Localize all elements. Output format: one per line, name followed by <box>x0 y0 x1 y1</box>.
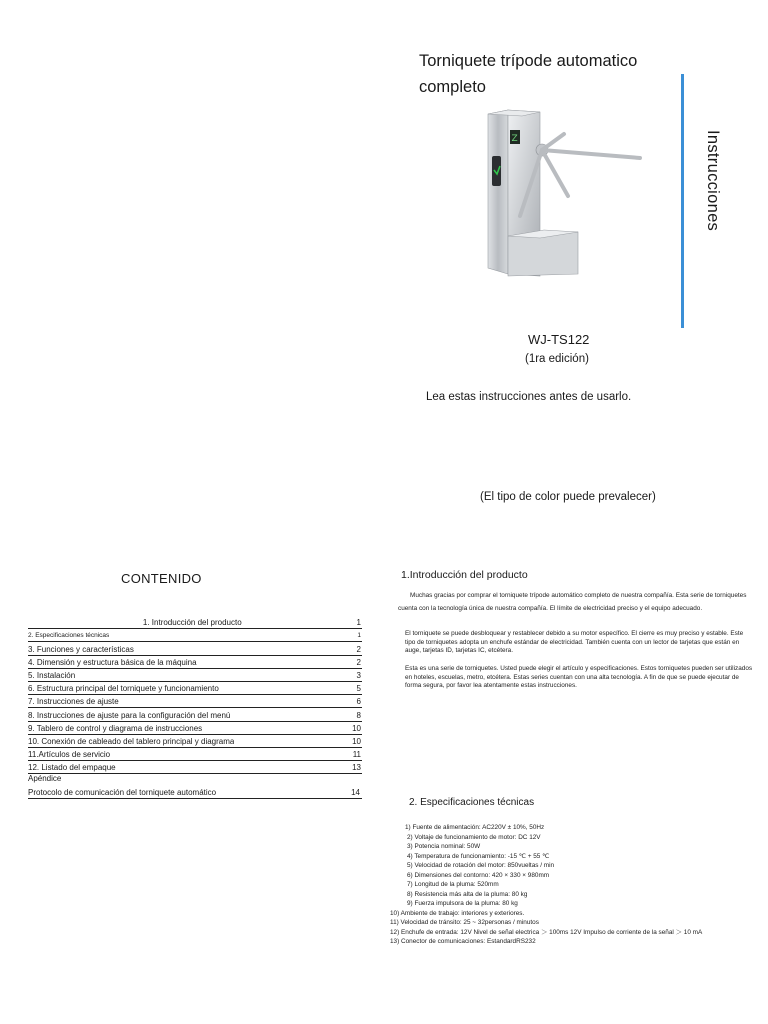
spec-item: 10) Ambiente de trabajo: interiores y exteriores. <box>390 909 525 917</box>
model-number: WJ-TS122 <box>528 332 590 347</box>
spec-item: 8) Resistencia más alta de la pluma: 80 kg <box>407 890 528 898</box>
toc-entry[interactable]: 9. Tablero de control y diagrama de instrucciones 10 <box>28 722 362 735</box>
toc-entry[interactable]: 4. Dimensión y estructura básica de la máquina 2 <box>28 656 362 669</box>
toc-entry[interactable]: 10. Conexión de cableado del tablero principal y diagrama 10 <box>28 735 362 748</box>
toc-entry[interactable]: 3. Funciones y características 2 <box>28 642 362 655</box>
spec-item: 11) Velocidad de tránsito: 25 ~ 32personas / minutos <box>390 919 539 926</box>
intro-paragraph: Esta es una serie de torniquetes. Usted puede elegir el artículo y especificaciones. Estos torniquetes pueden ser utilizados en hoteles, escuelas, metro, etcétera. Estas series cuentan con una alta tecnología. A fin de que se puede ejecutar de forma segura, por favor lea atentamente estas instrucciones. <box>405 665 753 690</box>
section-intro-heading: 1.Introducción del producto <box>401 569 528 581</box>
toc-entry[interactable]: 12. Listado del empaque 13 <box>28 761 362 774</box>
toc-entry[interactable]: 8. Instrucciones de ajuste para la configuración del menú 8 <box>28 708 362 721</box>
spec-item: 1) Fuente de alimentación: AC220V ± 10%, 50Hz <box>405 824 545 831</box>
read-instructions-note: Lea estas instrucciones antes de usarlo. <box>426 391 632 403</box>
toc-entry[interactable]: 6. Estructura principal del torniquete y funcionamiento 5 <box>28 682 362 695</box>
spec-item: 9) Fuerza impulsora de la pluma: 80 kg <box>407 900 518 907</box>
toc-entry[interactable]: 7. Instrucciones de ajuste 6 <box>28 695 362 708</box>
edition-label: (1ra edición) <box>525 353 589 365</box>
intro-paragraph: El torniquete se puede desbloquear y restablecer debido a su motor específico. El cierre es muy preciso y estable. Este tipo de torniquetes adopta un enchufe estándar de electricidad. También cuenta con un lector de tarjetas que están en auge, tarjetas ID, tarjetas IC, etcétera. <box>405 630 744 655</box>
spec-item: 13) Conector de comunicaciones: EstandardRS232 <box>390 938 536 945</box>
appendix-heading: Apéndice <box>28 774 62 783</box>
appendix-entry[interactable] <box>28 786 362 799</box>
spec-item: 2) Voltaje de funcionamiento de motor: DC 12V <box>407 833 541 841</box>
spec-item: 7) Longitud de la pluma: 520mm <box>407 881 499 888</box>
specs-list <box>390 823 742 947</box>
spec-item: 6) Dimensiones del contorno: 420 × 330 × 980mm <box>407 871 550 879</box>
toc-entry[interactable]: 11.Artículos de servicio 11 <box>28 748 362 761</box>
table-of-contents <box>28 616 362 774</box>
spec-item: 4) Temperatura de funcionamiento: -15 ℃ + 55 ℃ <box>407 852 550 860</box>
spec-item: 12) Enchufe de entrada: 12V Nivel de señal electrica ＞ 100ms 12V Impulso de corriente de la señal ＞ 10 mA <box>390 928 703 936</box>
section-specs-heading: 2. Especificaciones técnicas <box>409 797 535 808</box>
instructions-side-label: Instrucciones <box>704 130 722 232</box>
toc-entry[interactable]: 5. Instalación 3 <box>28 669 362 682</box>
spec-item: 5) Velocidad de rotación del motor: 850vueltas / min <box>407 862 555 869</box>
toc-entry[interactable]: Protocolo de comunicación del torniquete automático 14 <box>28 786 362 799</box>
turnstile-product-image <box>474 104 650 280</box>
color-disclaimer: (El tipo de color puede prevalecer) <box>480 491 656 503</box>
toc-title: CONTENIDO <box>121 571 202 586</box>
toc-entry[interactable]: 1. Introducción del producto 1 <box>28 616 362 629</box>
toc-entry[interactable]: 2. Especificaciones técnicas 1 <box>28 629 362 642</box>
spec-item: 3) Potencia nominal: 50W <box>407 843 481 850</box>
intro-paragraph: Muchas gracias por comprar el torniquete trípode automático completo de nuestra compañía. Esta serie de torniquetes cuenta con la tecnología única de nuestra compañía. El límite de electricidad preciso y el equipo adecuado. <box>398 592 747 613</box>
document-title: Torniquete trípode automatico completo <box>419 52 638 96</box>
svg-text:Z: Z <box>511 134 518 144</box>
accent-bar <box>681 74 684 328</box>
